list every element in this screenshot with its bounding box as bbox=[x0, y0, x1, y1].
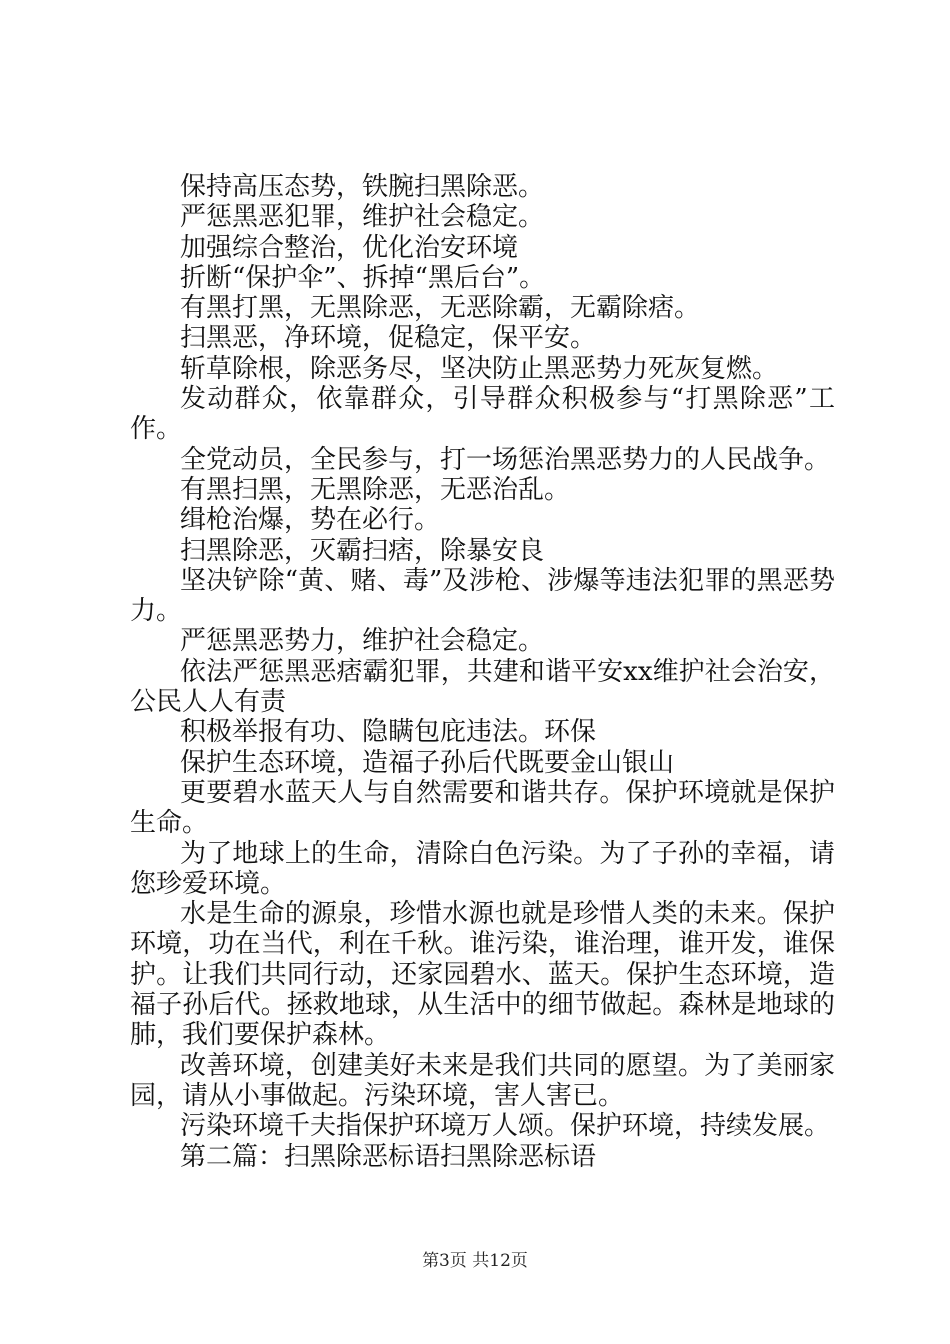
paragraph: 保护生态环境，造福子孙后代既要金山银山 bbox=[180, 747, 675, 778]
paragraph: 有黑打黑，无黑除恶，无恶除霸，无霸除痞。 bbox=[180, 293, 701, 324]
paragraph: 坚决铲除“黄、赌、毒”及涉枪、涉爆等违法犯罪的黑恶势力。 bbox=[130, 565, 835, 627]
paragraph: 为了地球上的生命，清除白色污染。为了子孙的幸福，请您珍爱环境。 bbox=[130, 838, 835, 899]
page-footer bbox=[0, 1246, 950, 1271]
paragraph: 积极举报有功、隐瞒包庇违法。环保 bbox=[180, 717, 597, 748]
paragraph: 加强综合整治，优化治安环境 bbox=[180, 232, 519, 263]
document-body bbox=[130, 172, 835, 1172]
paragraph: 折断“保护伞”、拆掉“黑后台”。 bbox=[180, 262, 546, 293]
paragraph: 保持高压态势，铁腕扫黑除恶。 bbox=[180, 172, 545, 202]
paragraph: 发动群众，依靠群众，引导群众积极参与“打黑除恶”工作。 bbox=[130, 384, 835, 445]
paragraph: 更要碧水蓝天人与自然需要和谐共存。保护环境就是保护生命。 bbox=[130, 777, 835, 839]
section-heading: 第二篇：扫黑除恶标语扫黑除恶标语 bbox=[180, 1141, 597, 1172]
paragraph: 改善环境，创建美好未来是我们共同的愿望。为了美丽家园，请从小事做起。污染环境，害人害已。 bbox=[130, 1050, 835, 1111]
paragraph: 斩草除根，除恶务尽，坚决防止黑恶势力死灰复燃。 bbox=[180, 353, 779, 384]
paragraph: 缉枪治爆，势在必行。 bbox=[180, 505, 441, 536]
paragraph: 严惩黑恶犯罪，维护社会稳定。 bbox=[180, 202, 545, 233]
paragraph: 污染环境千夫指保护环境万人颂。保护环境，持续发展。 bbox=[180, 1111, 831, 1142]
paragraph: 水是生命的源泉，珍惜水源也就是珍惜人类的未来。保护环境，功在当代，利在千秋。谁污染，谁治理，谁开发，谁保护。让我们共同行动，还家园碧水、蓝天。保护生态环境，造福子孙后代。拯救地球，从生活中的细节做起。森林是地球的肺，我们要保护森林。 bbox=[130, 899, 835, 1051]
paragraph: 有黑扫黑，无黑除恶，无恶治乱。 bbox=[180, 474, 571, 505]
paragraph: 依法严惩黑恶痞霸犯罪，共建和谐平安xx维护社会治安，公民人人有责 bbox=[130, 656, 835, 718]
paragraph: 扫黑恶，净环境，促稳定，保平安。 bbox=[180, 323, 597, 354]
page-number: 第3页 共12页 bbox=[422, 1251, 528, 1271]
paragraph: 严惩黑恶势力，维护社会稳定。 bbox=[180, 626, 545, 657]
paragraph: 全党动员，全民参与，打一场惩治黑恶势力的人民战争。 bbox=[180, 444, 831, 475]
paragraph: 扫黑除恶，灭霸扫痞，除暴安良 bbox=[180, 535, 545, 566]
